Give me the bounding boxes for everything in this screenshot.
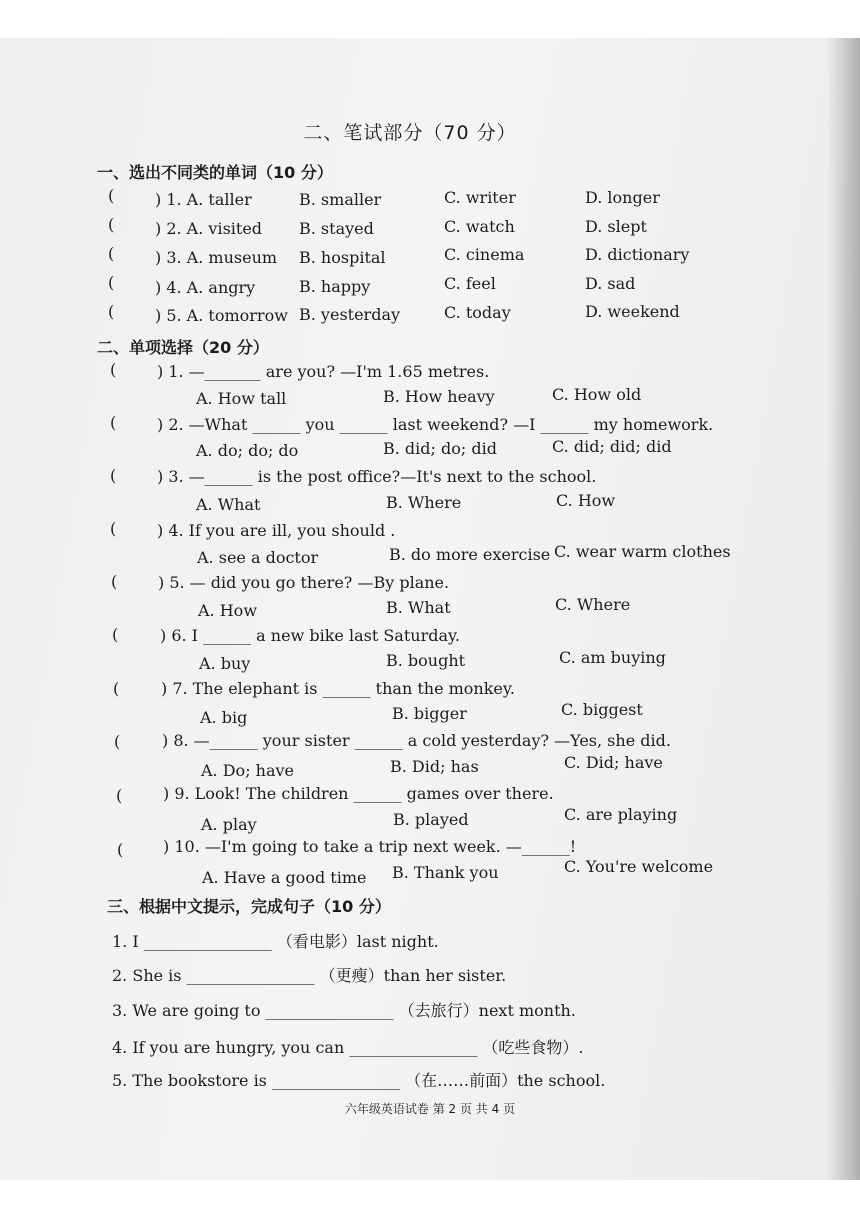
section3-sentence: 2. She is ________________ （更瘦）than her sister.	[112, 966, 507, 985]
page-footer: 六年级英语试卷 第 2 页 共 4 页	[344, 1102, 516, 1116]
section3-sentence: 1. I ________________ （看电影）last night.	[112, 932, 439, 951]
section3-sentence: 4. If you are hungry, you can ________________ （吃些食物）.	[112, 1038, 584, 1057]
section3-heading: 三、根据中文提示，完成句子（10 分）	[107, 897, 391, 916]
section2-heading: 二、单项选择（20 分）	[97, 338, 269, 357]
page-title: 二、笔试部分（70 分）	[303, 122, 517, 144]
page-edge-shadow	[826, 38, 860, 1180]
section3-sentence: 5. The bookstore is ________________ （在……前面）the school.	[112, 1071, 606, 1090]
section1-heading: 一、选出不同类的单词（10 分）	[97, 163, 333, 182]
section3-sentence: 3. We are going to ________________ （去旅行）next month.	[112, 1001, 576, 1020]
